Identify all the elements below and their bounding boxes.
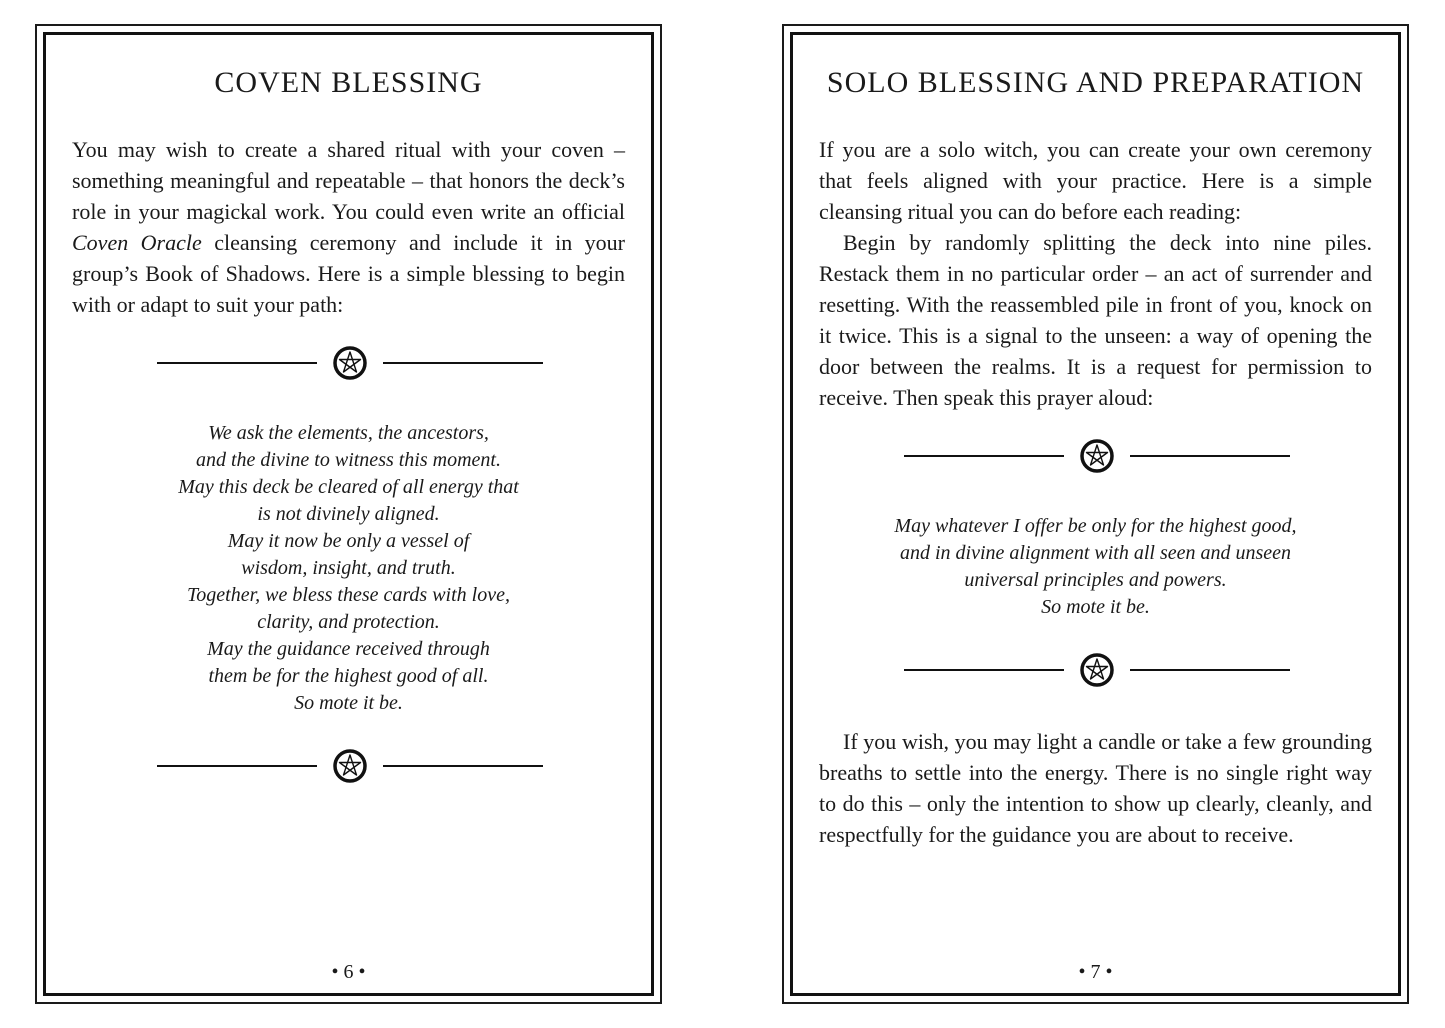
divider-rule bbox=[1130, 455, 1290, 457]
paragraph: If you wish, you may light a candle or take a few grounding breaths to settle into the energy. There is no single right way to do this – only the intention to show up clearly, cleanly, and respectfully for the guidance you are about to receive. bbox=[819, 729, 1372, 847]
prayer-line: May it now be only a vessel of bbox=[227, 530, 470, 552]
prayer-line: and in divine alignment with all seen and unseen bbox=[899, 542, 1292, 564]
divider-rule bbox=[1130, 669, 1290, 671]
book-title: Coven Oracle bbox=[72, 230, 202, 255]
prayer-line: So mote it be. bbox=[294, 692, 403, 714]
divider-rule bbox=[904, 455, 1064, 457]
prayer-line: wisdom, insight, and truth. bbox=[241, 557, 456, 579]
ornament-divider bbox=[37, 748, 660, 784]
divider-rule bbox=[383, 765, 543, 767]
prayer-line: May whatever I offer be only for the highest good, bbox=[894, 515, 1297, 537]
pentacle-icon bbox=[1079, 652, 1115, 688]
prayer-line: and the divine to witness this moment. bbox=[196, 449, 501, 471]
page-title: COVEN BLESSING bbox=[214, 66, 483, 99]
divider-rule bbox=[157, 362, 317, 364]
prayer-line: universal principles and powers. bbox=[964, 569, 1227, 591]
prayer-line: We ask the elements, the ancestors, bbox=[208, 422, 489, 444]
intro-text-start: You may wish to create a shared ritual with your coven – something meaningful and repeatable – that honors the deck’s role in your magickal work. You could even write an official bbox=[72, 137, 625, 224]
paragraph: If you are a solo witch, you can create your own ceremony that feels aligned with your practice. Here is a simple cleansing ritual you can do before each reading: bbox=[819, 137, 1372, 224]
page-number: • 6 • bbox=[331, 961, 366, 983]
ornament-divider bbox=[37, 345, 660, 381]
paragraph: Begin by randomly splitting the deck into nine piles. Restack them in no particular order – an act of surrender and resetting. With the reassembled pile in front of you, knock on it twice. This is a signal to the unseen: a way of opening the door between the realms. It is a request for permission to receive. Then speak this prayer aloud: bbox=[819, 230, 1372, 410]
prayer-line: them be for the highest good of all. bbox=[208, 665, 489, 687]
page-title: SOLO BLESSING AND PREPARATION bbox=[826, 66, 1365, 99]
prayer-line: is not divinely aligned. bbox=[257, 503, 440, 525]
pentacle-icon bbox=[332, 748, 368, 784]
prayer-line: May this deck be cleared of all energy that bbox=[178, 476, 519, 498]
right-page bbox=[782, 24, 1409, 1004]
pentacle-icon bbox=[1079, 438, 1115, 474]
body-text bbox=[819, 134, 1372, 413]
prayer-line: Together, we bless these cards with love, bbox=[187, 584, 510, 606]
closing-text bbox=[819, 726, 1372, 850]
pentacle-icon bbox=[332, 345, 368, 381]
prayer-line: clarity, and protection. bbox=[257, 611, 440, 633]
divider-rule bbox=[904, 669, 1064, 671]
divider-rule bbox=[383, 362, 543, 364]
ornament-divider bbox=[784, 438, 1407, 474]
prayer-block bbox=[784, 513, 1407, 621]
prayer-line: So mote it be. bbox=[1041, 596, 1150, 618]
prayer-block bbox=[37, 420, 660, 717]
page-number: • 7 • bbox=[1078, 961, 1113, 983]
divider-rule bbox=[157, 765, 317, 767]
intro-text-end: cleansing ceremony and include it in your group’s Book of Shadows. Here is a simple blessing to begin with or adapt to suit your path: bbox=[72, 230, 625, 317]
intro-paragraph bbox=[72, 134, 625, 320]
left-page bbox=[35, 24, 662, 1004]
ornament-divider bbox=[784, 652, 1407, 688]
prayer-line: May the guidance received through bbox=[207, 638, 490, 660]
